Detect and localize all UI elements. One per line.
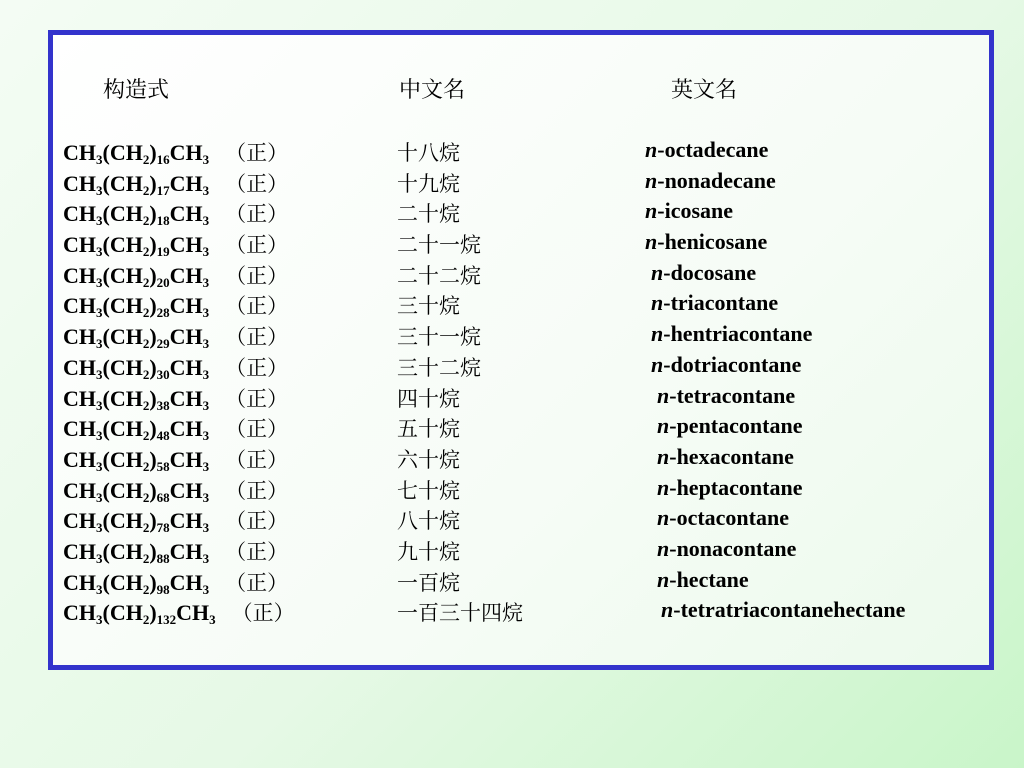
chinese-name: 三十二烷 [397, 355, 481, 380]
english-name [657, 567, 749, 593]
english-name [645, 198, 733, 224]
english-name [657, 444, 794, 470]
table-row [63, 473, 983, 504]
structural-formula: $CH_3(CH_2)_{18}CH_3$ （正） [63, 201, 289, 229]
table-row [63, 196, 983, 227]
chinese-name: 四十烷 [397, 386, 460, 411]
structural-formula: $CH_3(CH_2)_{88}CH_3$ （正） [63, 538, 289, 566]
normal-prefix: n [657, 535, 670, 561]
normal-marker: （正） [225, 294, 289, 319]
header-chinese-name: 中文名 [399, 78, 466, 103]
normal-marker: （正） [225, 171, 289, 196]
header-english-name: 英文名 [671, 78, 738, 103]
table-row [63, 166, 983, 197]
english-name [657, 505, 789, 531]
table-row [63, 411, 983, 442]
normal-prefix: n [657, 382, 670, 408]
structural-formula: $CH_3(CH_2)_{78}CH_3$ （正） [63, 508, 289, 536]
chinese-name: 二十一烷 [397, 233, 481, 258]
chinese-name: 三十一烷 [397, 325, 481, 350]
english-name [645, 229, 767, 255]
normal-prefix: n [657, 413, 670, 439]
english-name [645, 137, 768, 163]
english-name-text: -pentacontane [669, 413, 803, 439]
content-frame [48, 30, 994, 670]
chinese-name: 七十烷 [397, 478, 460, 503]
english-name [657, 475, 802, 501]
header-structure: 构造式 [103, 78, 170, 103]
english-name-text: -nonacontane [669, 535, 797, 561]
structural-formula: $CH_3(CH_2)_{20}CH_3$ （正） [63, 262, 289, 290]
chinese-name: 二十烷 [397, 202, 460, 227]
normal-marker: （正） [225, 539, 289, 564]
chinese-name: 一百三十四烷 [397, 601, 523, 626]
chinese-name: 九十烷 [397, 539, 460, 564]
table-row [63, 442, 983, 473]
normal-prefix: n [657, 474, 670, 500]
chinese-name: 六十烷 [397, 447, 460, 472]
english-name-text: -docosane [663, 259, 757, 285]
english-name-text: -triacontane [663, 290, 779, 316]
structural-formula: $CH_3(CH_2)_{68}CH_3$ （正） [63, 477, 289, 505]
normal-marker: （正） [225, 141, 289, 165]
chinese-name: 一百烷 [397, 570, 460, 595]
normal-marker: （正） [231, 601, 295, 626]
english-name [645, 168, 776, 194]
normal-prefix: n [661, 597, 674, 623]
english-name-text: -heptacontane [669, 474, 803, 500]
english-name-text: -tetratriacontanehectane [673, 597, 906, 623]
structural-formula: $CH_3(CH_2)_{17}CH_3$ （正） [63, 170, 289, 198]
normal-prefix: n [645, 137, 658, 162]
english-name-text: -octadecane [657, 137, 769, 162]
english-name-text: -nonadecane [657, 167, 776, 193]
structural-formula: $CH_3(CH_2)_{132}CH_3$ （正） [63, 600, 295, 628]
english-name-text: -hentriacontane [663, 321, 813, 347]
english-name-text: -icosane [657, 198, 734, 224]
normal-prefix: n [651, 259, 664, 285]
chinese-name: 十八烷 [397, 141, 460, 165]
normal-marker: （正） [225, 570, 289, 595]
english-name [651, 321, 812, 347]
normal-prefix: n [645, 167, 658, 193]
english-name [651, 290, 778, 316]
normal-marker: （正） [225, 202, 289, 227]
normal-prefix: n [645, 198, 658, 224]
english-name-text: -octacontane [669, 505, 789, 531]
english-name [661, 597, 905, 623]
english-name-text: -henicosane [657, 229, 768, 255]
english-name-text: -dotriacontane [663, 351, 802, 377]
structural-formula: $CH_3(CH_2)_{38}CH_3$ （正） [63, 385, 289, 413]
table-row [63, 258, 983, 289]
normal-prefix: n [651, 290, 664, 316]
english-name [657, 413, 802, 439]
normal-prefix: n [651, 321, 664, 347]
structural-formula: $CH_3(CH_2)_{29}CH_3$ （正） [63, 324, 289, 352]
table-row [63, 350, 983, 381]
table-row [63, 595, 983, 626]
normal-marker: （正） [225, 386, 289, 411]
normal-marker: （正） [225, 447, 289, 472]
english-name [651, 260, 756, 286]
chinese-name: 二十二烷 [397, 263, 481, 288]
table-row [63, 288, 983, 319]
normal-marker: （正） [225, 355, 289, 380]
table-row [63, 534, 983, 565]
chinese-name: 十九烷 [397, 171, 460, 196]
english-name [657, 536, 796, 562]
normal-prefix: n [657, 443, 670, 469]
table-row [63, 565, 983, 596]
english-name-text: -hectane [669, 566, 749, 592]
chinese-name: 三十烷 [397, 294, 460, 319]
normal-marker: （正） [225, 417, 289, 442]
normal-prefix: n [657, 505, 670, 531]
chinese-name: 五十烷 [397, 417, 460, 442]
normal-prefix: n [645, 229, 658, 255]
structural-formula: $CH_3(CH_2)_{19}CH_3$ （正） [63, 232, 289, 260]
table-row [63, 381, 983, 412]
english-name-text: -hexacontane [669, 443, 794, 469]
normal-marker: （正） [225, 233, 289, 258]
normal-prefix: n [651, 351, 664, 377]
table-row [63, 135, 983, 166]
table-row [63, 227, 983, 258]
structural-formula: $CH_3(CH_2)_{98}CH_3$ （正） [63, 569, 289, 597]
normal-prefix: n [657, 566, 670, 592]
table-row [63, 503, 983, 534]
alkane-table [63, 135, 983, 626]
structural-formula: $CH_3(CH_2)_{30}CH_3$ （正） [63, 354, 289, 382]
normal-marker: （正） [225, 325, 289, 350]
chinese-name: 八十烷 [397, 509, 460, 534]
normal-marker: （正） [225, 509, 289, 534]
structural-formula: $CH_3(CH_2)_{58}CH_3$ （正） [63, 446, 289, 474]
english-name [651, 352, 801, 378]
structural-formula: $CH_3(CH_2)_{16}CH_3$ （正） [63, 140, 289, 167]
table-row [63, 319, 983, 350]
normal-marker: （正） [225, 478, 289, 503]
structural-formula: $CH_3(CH_2)_{48}CH_3$ （正） [63, 416, 289, 444]
english-name-text: -tetracontane [669, 382, 796, 408]
structural-formula: $CH_3(CH_2)_{28}CH_3$ （正） [63, 293, 289, 321]
english-name [657, 383, 795, 409]
normal-marker: （正） [225, 263, 289, 288]
